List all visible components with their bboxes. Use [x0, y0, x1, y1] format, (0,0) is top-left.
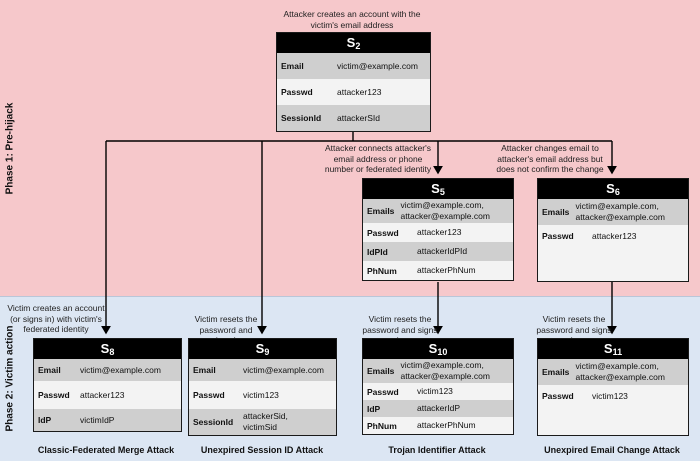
attack-title-s10: Trojan Identifier Attack [388, 445, 486, 455]
state-s5-header: $S_5$ [363, 179, 513, 199]
caption-s10: Victim resets the password and signs [362, 314, 438, 335]
state-s5-row-phnum: PhNum attackerPhNum [363, 261, 513, 280]
state-s6-row-passwd: Passwd attacker123 [538, 225, 688, 281]
state-s8 [33, 338, 182, 432]
attack-title-s8: Classic-Federated Merge Attack [37, 445, 175, 455]
state-s11 [537, 338, 689, 436]
state-s11-row-passwd: Passwd victim123 [538, 385, 688, 435]
state-s2-row-passwd: Passwd attacker123 [277, 79, 430, 105]
attack-title-s9: Unexpired Session ID Attack [200, 445, 324, 455]
state-s10-row-emails: Emails victim@example.com, attacker@example.com [363, 359, 513, 383]
state-s2-row-sessionid: SessionId attackerSId [277, 105, 430, 131]
caption-s9: Victim resets the password and [194, 314, 258, 335]
state-s11-header: $S_{11}$ [538, 339, 688, 359]
state-s10-row-phnum: PhNum attackerPhNum [363, 417, 513, 434]
state-s5-row-emails: Emails victim@example.com, attacker@example.com [363, 199, 513, 223]
caption-s11: Victim resets the password and signs [536, 314, 612, 335]
caption-top: Attacker creates an account with the victim's email address [283, 9, 421, 30]
phase2-label: Phase 2: Victim action [4, 325, 16, 431]
state-s8-row-passwd: Passwd attacker123 [34, 381, 181, 409]
state-s8-row-idp: IdP victimIdP [34, 409, 181, 431]
state-s11-row-emails: Emails victim@example.com, attacker@example.com [538, 359, 688, 385]
state-s6-row-emails: Emails victim@example.com, attacker@example.com [538, 199, 688, 225]
state-s9-row-sessionid: SessionId attackerSid, victimSid [189, 409, 336, 435]
state-s10 [362, 338, 514, 435]
state-s10-row-passwd: Passwd victim123 [363, 383, 513, 400]
state-s2-header: $S_2$ [277, 33, 430, 53]
state-s8-header: $S_8$ [34, 339, 181, 359]
state-s5-row-idpid: IdPId attackerIdPId [363, 242, 513, 261]
state-s9 [188, 338, 337, 436]
state-s9-row-email: Email victim@example.com [189, 359, 336, 381]
state-s9-row-passwd: Passwd victim123 [189, 381, 336, 409]
caption-s6: Attacker changes email to attacker's email address but does not confirm the change [496, 143, 604, 174]
state-s10-row-idp: IdP attackerIdP [363, 400, 513, 417]
caption-s5: Attacker connects attacker's email address or phone number or federated identity [324, 143, 432, 174]
state-s2 [276, 32, 431, 132]
state-s10-header: $S_{10}$ [363, 339, 513, 359]
state-s9-header: $S_9$ [189, 339, 336, 359]
state-s5-row-passwd: Passwd attacker123 [363, 223, 513, 242]
state-s6 [537, 178, 689, 282]
caption-s8: Victim creates an account (or signs in) with victim's federated identity [7, 303, 105, 334]
state-s8-row-email: Email victim@example.com [34, 359, 181, 381]
state-s5 [362, 178, 514, 281]
state-s2-row-email: Email victim@example.com [277, 53, 430, 79]
state-s6-header: $S_6$ [538, 179, 688, 199]
attack-title-s11: Unexpired Email Change Attack [544, 445, 680, 455]
phase1-label: Phase 1: Pre-hijack [4, 102, 16, 194]
